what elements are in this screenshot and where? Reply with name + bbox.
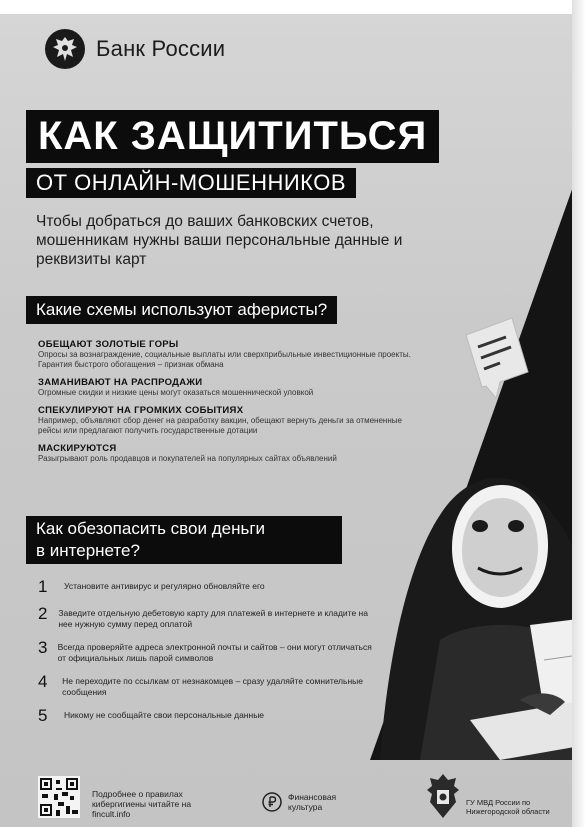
title-line-1: КАК ЗАЩИТИТЬСЯ bbox=[26, 110, 439, 163]
scheme-title: МАСКИРУЮТСЯ bbox=[38, 443, 117, 454]
scheme-text: Опросы за вознаграждение, социальные выплаты или сверхприбыльные инвестиционные проекты. Гарантия быстрого обогащения – признак обмана bbox=[38, 350, 411, 369]
paper-top-edge bbox=[0, 0, 586, 14]
step-item bbox=[38, 578, 378, 596]
fincult-logo bbox=[262, 792, 348, 812]
step-text: Никому не сообщайте свои персональные данные bbox=[64, 710, 265, 720]
double-eagle-icon bbox=[44, 28, 86, 70]
scheme-item bbox=[38, 377, 418, 398]
step-item bbox=[38, 673, 378, 698]
step-item bbox=[38, 707, 378, 725]
scheme-title: ОБЕЩАЮТ ЗОЛОТЫЕ ГОРЫ bbox=[38, 339, 179, 350]
paper-right-edge bbox=[572, 0, 586, 827]
step-item bbox=[38, 639, 378, 664]
scheme-text: Разыгрывают роль продавцов и покупателей на популярных сайтах объявлений bbox=[38, 454, 337, 463]
mvd-logo bbox=[426, 772, 576, 820]
step-item bbox=[38, 605, 378, 630]
more-info-text: Подробнее о правилах кибергигиены читайте на fincult.info bbox=[92, 789, 192, 819]
schemes-heading: Какие схемы используют аферисты? bbox=[26, 296, 337, 324]
step-text: Установите антивирус и регулярно обновляйте его bbox=[64, 581, 265, 591]
step-number: 4 bbox=[38, 672, 48, 691]
scheme-item bbox=[38, 339, 418, 370]
safety-heading-line-1: Как обезопасить свои деньги bbox=[36, 519, 266, 538]
step-text: Всегда проверяйте адреса электронной почты и сайтов – они могут отличаться от официальных лишь парой символов bbox=[57, 642, 372, 663]
step-number: 3 bbox=[38, 638, 48, 657]
safety-heading bbox=[26, 516, 342, 564]
police-emblem-icon bbox=[426, 772, 460, 820]
scheme-title: СПЕКУЛИРУЮТ НА ГРОМКИХ СОБЫТИЯХ bbox=[38, 405, 244, 416]
scheme-text: Огромные скидки и низкие цены могут оказаться мошеннической уловкой bbox=[38, 388, 314, 397]
ruble-icon bbox=[262, 792, 282, 812]
bank-logo bbox=[44, 28, 225, 70]
step-number: 1 bbox=[38, 577, 48, 596]
qr-code-icon[interactable] bbox=[38, 776, 80, 818]
bank-name: Банк России bbox=[96, 36, 226, 61]
fincult-text: Финансовая культура bbox=[288, 792, 337, 812]
steps-list bbox=[38, 578, 378, 734]
scheme-item bbox=[38, 405, 418, 436]
schemes-list bbox=[38, 339, 418, 471]
step-number: 2 bbox=[38, 604, 48, 623]
title-line-2: ОТ ОНЛАЙН-МОШЕННИКОВ bbox=[26, 168, 356, 198]
scheme-text: Например, объявляют сбор денег на разработку вакцин, обещают вернуть деньги за отмененные рейсы или предлагают получить государственные дотации bbox=[38, 416, 402, 435]
mvd-text: ГУ МВД России по Нижегородской области bbox=[466, 798, 550, 816]
intro-text: Чтобы добраться до ваших банковских счетов, мошенникам нужны ваши персональные данные и реквизиты карт bbox=[36, 213, 403, 268]
step-number: 5 bbox=[38, 706, 48, 725]
step-text: Не переходите по ссылкам от незнакомцев – сразу удаляйте сомнительные сообщения bbox=[62, 676, 363, 697]
scheme-title: ЗАМАНИВАЮТ НА РАСПРОДАЖИ bbox=[38, 377, 203, 388]
step-text: Заведите отдельную дебетовую карту для платежей в интернете и кладите на нее нужную сумму перед оплатой bbox=[58, 608, 368, 629]
scheme-item bbox=[38, 443, 418, 464]
safety-heading-line-2: в интернете? bbox=[36, 541, 140, 560]
